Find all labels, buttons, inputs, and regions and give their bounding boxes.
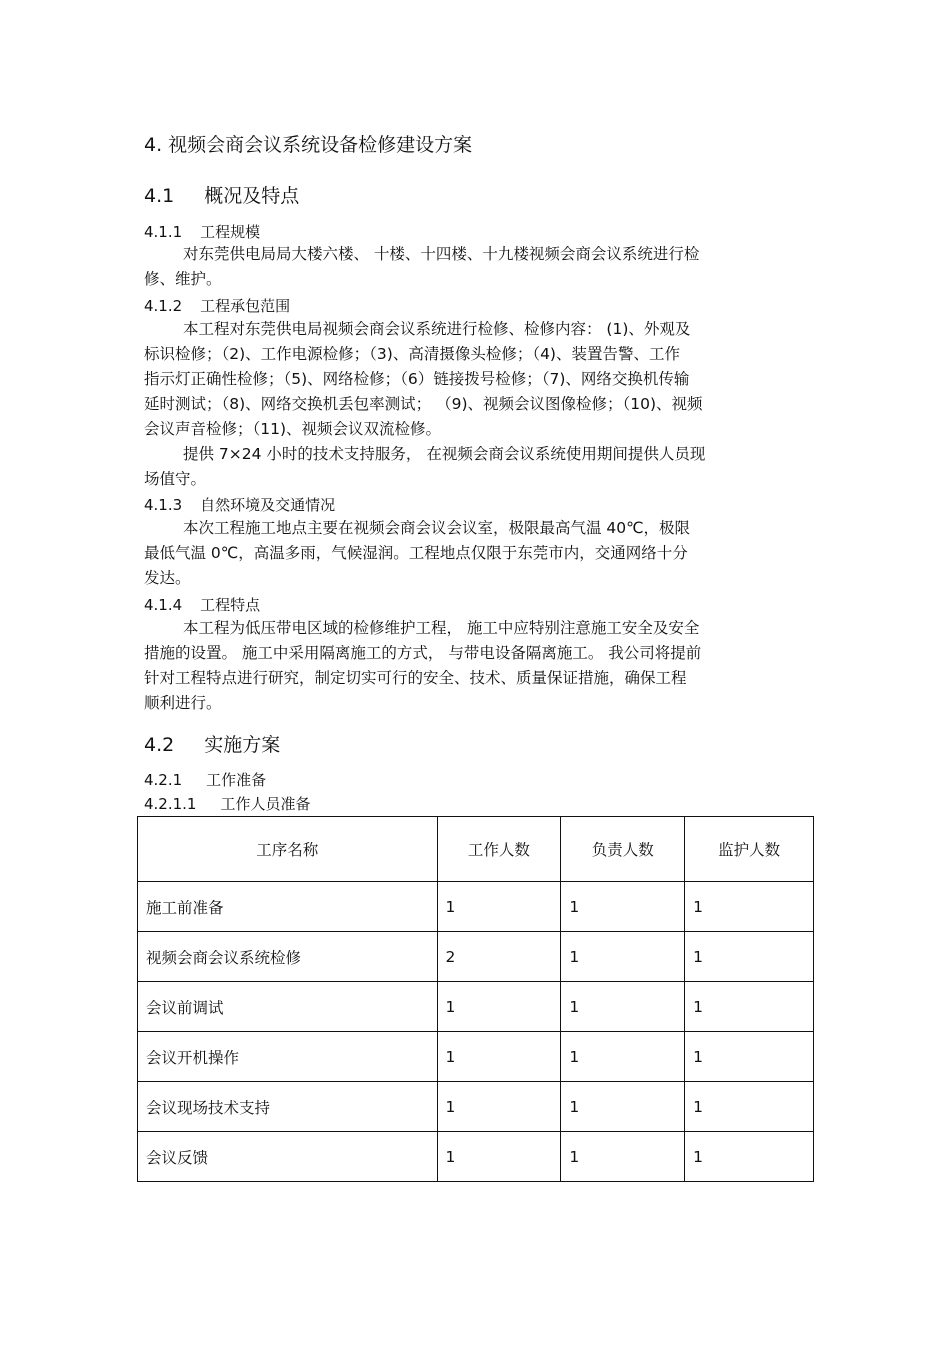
cell-process: 会议反馈 [138, 1132, 438, 1182]
paragraph-line: 针对工程特点进行研究，制定切实可行的安全、技术、质量保证措施，确保工程 [144, 669, 687, 687]
section-title: 自然环境及交通情况 [200, 496, 336, 514]
table-header-row [138, 817, 814, 882]
section-title: 工程特点 [200, 596, 261, 614]
table-row [138, 932, 814, 982]
table-row [138, 1032, 814, 1082]
section-4-1-2-heading [144, 295, 290, 316]
section-title: 工程规模 [200, 223, 261, 241]
section-4-1-1-heading [144, 221, 260, 242]
section-number: 4.1.4 [144, 596, 183, 614]
section-title: 实施方案 [204, 734, 281, 756]
cell-workers: 2 [437, 932, 561, 982]
section-number: 4.1 [144, 185, 175, 207]
section-title: 工作准备 [206, 771, 267, 789]
column-header-workers: 工作人数 [437, 817, 561, 882]
section-number: 4.1.3 [144, 496, 183, 514]
paragraph-line: 措施的设置。 施工中采用隔离施工的方式， 与带电设备隔离施工。 我公司将提前 [144, 644, 702, 662]
cell-process: 视频会商会议系统检修 [138, 932, 438, 982]
paragraph-line: 顺利进行。 [144, 694, 222, 712]
cell-leaders: 1 [561, 1082, 685, 1132]
paragraph-line: 提供 7×24 小时的技术支持服务， 在视频会商会议系统使用期间提供人员现 [183, 445, 706, 463]
cell-supervisors: 1 [685, 932, 814, 982]
document-title: 4. 视频会商会议系统设备检修建设方案 [144, 134, 473, 156]
section-title: 工程承包范围 [200, 297, 291, 315]
cell-workers: 1 [437, 1082, 561, 1132]
cell-supervisors: 1 [685, 1082, 814, 1132]
cell-process: 施工前准备 [138, 882, 438, 932]
cell-leaders: 1 [561, 932, 685, 982]
paragraph-line: 指示灯正确性检修；（5)、网络检修；（6）链接拨号检修；（7)、网络交换机传输 [144, 370, 690, 388]
table-row [138, 882, 814, 932]
section-number: 4.2 [144, 734, 175, 756]
cell-supervisors: 1 [685, 1032, 814, 1082]
cell-process: 会议前调试 [138, 982, 438, 1032]
paragraph-line: 对东莞供电局局大楼六楼、 十楼、十四楼、十九楼视频会商会议系统进行检 [183, 245, 700, 263]
section-title: 工作人员准备 [220, 795, 311, 813]
cell-process: 会议开机操作 [138, 1032, 438, 1082]
paragraph-line: 修、维护。 [144, 270, 222, 288]
cell-supervisors: 1 [685, 1132, 814, 1182]
cell-leaders: 1 [561, 1132, 685, 1182]
paragraph-line: 本工程为低压带电区域的检修维护工程， 施工中应特别注意施工安全及安全 [183, 619, 700, 637]
cell-leaders: 1 [561, 1032, 685, 1082]
paragraph-line: 本工程对东莞供电局视频会商会议系统进行检修、检修内容： (1)、外观及 [183, 320, 691, 338]
section-4-2-1-1-heading [144, 793, 311, 814]
section-4-1-4-heading [144, 594, 260, 615]
table-row [138, 1132, 814, 1182]
column-header-leaders: 负责人数 [561, 817, 685, 882]
cell-supervisors: 1 [685, 982, 814, 1032]
section-number: 4.2.1.1 [144, 795, 197, 813]
paragraph-line: 延时测试；（8)、网络交换机丢包率测试； （9)、视频会议图像检修；（10)、视频 [144, 395, 703, 413]
section-4-1-3-heading [144, 494, 335, 515]
cell-supervisors: 1 [685, 882, 814, 932]
section-number: 4.1.2 [144, 297, 183, 315]
table-row [138, 1082, 814, 1132]
cell-workers: 1 [437, 1032, 561, 1082]
paragraph-line: 发达。 [144, 569, 191, 587]
paragraph-line: 会议声音检修；（11)、视频会议双流检修。 [144, 420, 442, 438]
cell-leaders: 1 [561, 982, 685, 1032]
column-header-supervisors: 监护人数 [685, 817, 814, 882]
column-header-process: 工序名称 [138, 817, 438, 882]
paragraph-line: 场值守。 [144, 470, 207, 488]
section-title: 概况及特点 [204, 185, 300, 207]
section-number: 4.1.1 [144, 223, 183, 241]
section-4-2-heading [144, 730, 280, 757]
section-4-1-heading [144, 181, 299, 208]
paragraph-line: 最低气温 0℃，高温多雨，气候湿润。工程地点仅限于东莞市内，交通网络十分 [144, 544, 688, 562]
paragraph-line: 标识检修；（2)、工作电源检修；（3)、高清摄像头检修；（4)、装置告警、工作 [144, 345, 680, 363]
cell-workers: 1 [437, 1132, 561, 1182]
paragraph-line: 本次工程施工地点主要在视频会商会议会议室，极限最高气温 40℃，极限 [183, 519, 691, 537]
section-number: 4.2.1 [144, 771, 183, 789]
cell-workers: 1 [437, 882, 561, 932]
table-row [138, 982, 814, 1032]
section-4-2-1-heading [144, 769, 266, 790]
staffing-table [137, 816, 814, 1182]
cell-process: 会议现场技术支持 [138, 1082, 438, 1132]
cell-leaders: 1 [561, 882, 685, 932]
cell-workers: 1 [437, 982, 561, 1032]
